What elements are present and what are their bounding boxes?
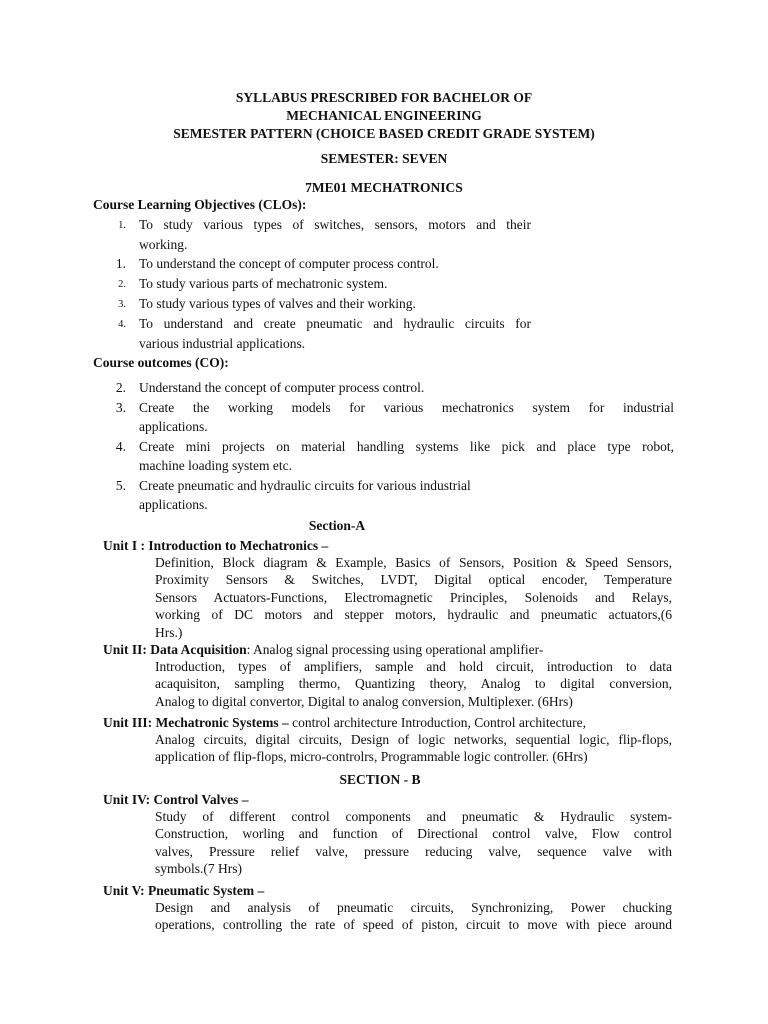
- list-number: 3.: [115, 400, 126, 415]
- body-line: valves, Pressure relief valve, pressure reducing valve, sequence valve with: [155, 843, 672, 859]
- list-number: 5.: [115, 478, 126, 493]
- unit-2-intro: : Analog signal processing using operational amplifier-: [246, 642, 544, 657]
- list-number: 4.: [115, 439, 126, 454]
- body-line: Hrs.): [155, 624, 183, 640]
- semester-title: SEMESTER: SEVEN: [320, 151, 448, 166]
- body-line: working of DC motors and stepper motors, hydraulic and pneumatic actuators,(6: [155, 607, 672, 623]
- unit-4-body: [155, 808, 672, 878]
- unit-5-heading: [103, 882, 264, 899]
- course-title: 7ME01 MECHATRONICS: [305, 180, 463, 195]
- list-text: machine loading system etc.: [139, 458, 292, 473]
- body-line: Construction, worling and function of Directional control valve, Flow control: [155, 826, 672, 842]
- body-line: Definition, Block diagram & Example, Basics of Sensors, Position & Speed Sensors,: [155, 555, 672, 570]
- list-text: To study various parts of mechatronic system.: [139, 276, 388, 291]
- unit-1-title: Unit I : Introduction to Mechatronics –: [103, 538, 329, 553]
- list-text: To understand the concept of computer process control.: [139, 256, 439, 271]
- list-text: To study various types of switches, sensors, motors and their: [139, 217, 531, 232]
- header-line-2: MECHANICAL ENGINEERING: [286, 108, 482, 123]
- unit-4-title: Unit IV: Control Valves –: [103, 792, 249, 807]
- list-text: To study various types of valves and their working.: [139, 296, 416, 311]
- body-line: Sensors Actuators-Functions, Electromagnetic Principles, Solenoids and Relays,: [155, 589, 672, 605]
- unit-3-intro: control architecture Introduction, Control architecture,: [288, 715, 587, 730]
- section-b-heading: SECTION - B: [339, 772, 421, 787]
- unit-1-body: [155, 554, 672, 641]
- body-line: Analog circuits, digital circuits, Design of logic networks, sequential logic, flip-flops,: [155, 732, 672, 747]
- list-text: To understand and create pneumatic and hydraulic circuits for: [139, 316, 531, 331]
- body-line: Design and analysis of pneumatic circuits, Synchronizing, Power chucking: [155, 900, 672, 915]
- unit-1-heading: [103, 537, 328, 554]
- unit-4-heading: [103, 791, 249, 808]
- header-line-1: SYLLABUS PRESCRIBED FOR BACHELOR OF: [235, 90, 533, 105]
- unit-3-heading: [103, 714, 675, 731]
- body-line: Introduction, types of amplifiers, sample and hold circuit, introduction to data: [155, 659, 672, 674]
- body-line: application of flip-flops, micro-controlrs, Programmable logic controller. (6Hrs): [155, 749, 588, 765]
- unit-5-body: [155, 899, 672, 934]
- list-text: various industrial applications.: [139, 336, 306, 351]
- unit-2-title: Unit II: Data Acquisition: [103, 642, 247, 657]
- list-text: Create mini projects on material handling systems like pick and place type robot,: [139, 439, 674, 454]
- unit-2-heading: [103, 641, 675, 658]
- list-number: 3.: [118, 299, 126, 310]
- body-line: acaquisiton, sampling thermo, Quantizing theory, Analog to digital conversion,: [155, 676, 672, 692]
- clo-heading: Course Learning Objectives (CLOs):: [93, 197, 307, 212]
- list-number: 2.: [118, 279, 126, 290]
- list-text: applications.: [139, 419, 208, 434]
- unit-3-body: [155, 731, 672, 766]
- unit-2-body: [155, 658, 672, 710]
- list-text: working.: [139, 237, 188, 252]
- unit-5-title: Unit V: Pneumatic System –: [103, 883, 265, 898]
- list-text: Create pneumatic and hydraulic circuits for various industrial: [139, 478, 471, 493]
- co-heading: Course outcomes (CO):: [93, 355, 229, 370]
- list-number: 2.: [115, 380, 126, 395]
- body-line: symbols.(7 Hrs): [155, 861, 242, 877]
- list-text: Create the working models for various mechatronics system for industrial: [139, 400, 674, 415]
- list-text: Understand the concept of computer process control.: [139, 380, 425, 395]
- unit-3-title: Unit III: Mechatronic Systems –: [103, 715, 289, 730]
- section-a-heading: Section-A: [308, 518, 366, 533]
- list-number: 4.: [118, 319, 126, 330]
- body-line: Proximity Sensors & Switches, LVDT, Digital optical encoder, Temperature: [155, 572, 672, 588]
- body-line: Analog to digital convertor, Digital to analog conversion, Multiplexer. (6Hrs): [155, 693, 573, 709]
- header-line-3: SEMESTER PATTERN (CHOICE BASED CREDIT GRADE SYSTEM): [173, 126, 595, 141]
- list-number: 1.: [115, 256, 126, 271]
- list-number: 1.: [118, 220, 126, 231]
- body-line: operations, controlling the rate of speed of piston, circuit to move with piece around: [155, 917, 672, 933]
- list-text: applications.: [139, 497, 208, 512]
- body-line: Study of different control components and pneumatic & Hydraulic system-: [155, 809, 672, 824]
